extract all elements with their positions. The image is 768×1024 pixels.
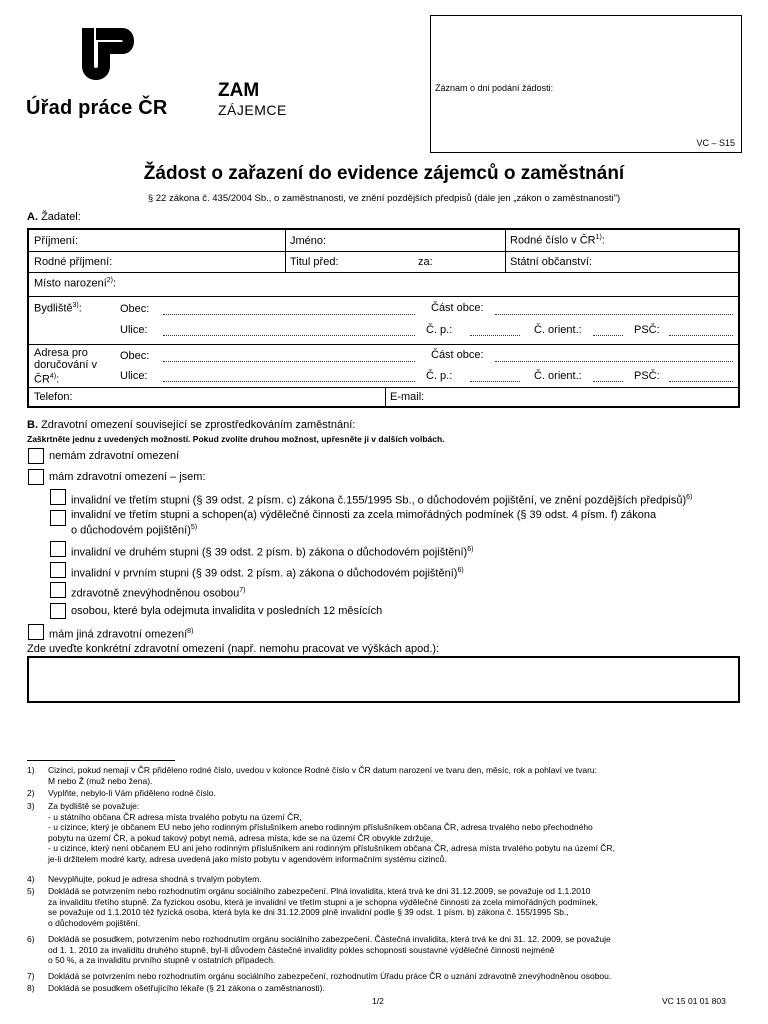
submission-record-label: Záznam o dni podání žádosti: — [435, 83, 554, 93]
colon: : — [56, 373, 60, 386]
title-after-field[interactable] — [418, 256, 433, 268]
invalid-third-degree-working-label: invalidní ve třetím stupni a schopen(a) výdělečné činnosti za zcela mimořádných podmínek (§ 39 odst. 4 písm. f) zákona — [71, 509, 657, 521]
no-health-limitation-label: nemám zdravotní omezení — [49, 450, 180, 462]
health-disadvantaged-checkbox[interactable] — [50, 582, 66, 598]
footnote-number: 4) — [27, 874, 35, 884]
footnote-text: Dokládá se potvrzením nebo rozhodnutím orgánu sociálního zabezpečení, rozhodnutím Úřadu práce ČR o uznání zdravotně znevýhodněnou osobou. — [48, 971, 612, 981]
health-disadvantaged-text: zdravotně znevýhodněnou osobou — [71, 587, 240, 600]
footnote-text: Vyplňte, nebylo-li Vám přiděleno rodné číslo. — [48, 788, 216, 798]
residence-orient-no-label: Č. orient.: — [534, 324, 582, 336]
invalid-first-degree-text: invalidní v prvním stupni (§ 39 odst. 2 písm. a) zákona o důchodovém pojištění) — [71, 567, 458, 580]
delivery-street-input[interactable] — [163, 381, 415, 382]
footnote-number: 1) — [27, 765, 35, 775]
birth-number-field[interactable] — [510, 234, 605, 247]
footnote-text: Nevyplňujte, pokud je adresa shodná s trvalým pobytem. — [48, 874, 262, 884]
footnote-text: Cizinci, pokud nemají v ČR přiděleno rodné číslo, uvedou v kolonce Rodné číslo v ČR datum narození ve tvaru den, měsíc, rok a pohlaví ve tvaru: M nebo Ž (muž nebo žena). — [48, 765, 597, 786]
footnote-ref-6: 6) — [457, 567, 464, 574]
delivery-municipality-input[interactable] — [163, 361, 415, 362]
invalid-third-degree-working-checkbox[interactable] — [50, 510, 66, 526]
applicant-grid — [27, 228, 740, 408]
has-health-limitation-label: mám zdravotní omezení – jsem: — [49, 471, 206, 483]
stamp-form-code: VC – S15 — [696, 138, 735, 148]
delivery-part-label: Část obce: — [431, 349, 484, 361]
phone-label: Telefon: — [34, 391, 73, 403]
footnote-text: Dokládá se posudkem, potvrzením nebo rozhodnutím orgánu sociálního zabezpečení. Částečná invalidita, která trvá ke dni 31. 12. 2009, se považuje od 1. 1. 2010 za invaliditu druhého stupně, byl-li důvodem částečné invalidity pokles schopnosti soustavné výdělečné činnosti nejméně o 50 %, a za invaliditu prvního stupně v ostatních případech. — [48, 934, 611, 965]
birth-place-label: Místo narození — [34, 277, 107, 290]
name-label: Jméno: — [290, 235, 327, 247]
footnote-ref-4: 4) — [49, 373, 57, 380]
submission-record-box[interactable] — [430, 15, 742, 153]
footnote-number: 6) — [27, 934, 35, 944]
birth-surname-field[interactable] — [34, 256, 112, 268]
delivery-zip-label: PSČ: — [634, 370, 660, 382]
residence-zip-input[interactable] — [669, 335, 733, 336]
residence-text: Bydliště — [34, 302, 73, 315]
section-b-heading — [27, 419, 355, 431]
footnote-number: 7) — [27, 971, 35, 981]
other-health-limitation-checkbox[interactable] — [28, 624, 44, 640]
title-before-field[interactable] — [290, 256, 339, 268]
section-a-letter: A. — [27, 211, 38, 223]
delivery-address-text: Adresa pro doručování v ČR — [34, 347, 97, 386]
legal-basis: § 22 zákona č. 435/2004 Sb., o zaměstnanosti, ve znění pozdějších předpisů (dále jen „zákon o zaměstnanosti") — [147, 193, 621, 204]
section-b-letter: B. — [27, 419, 38, 431]
delivery-street-label: Ulice: — [120, 370, 148, 382]
delivery-municipality-label: Obec: — [120, 350, 150, 362]
form-number: VC 15 01 01 803 — [662, 996, 726, 1006]
birth-surname-label: Rodné příjmení: — [34, 256, 113, 268]
delivery-orient-no-label: Č. orient.: — [534, 370, 582, 382]
footnote-number: 2) — [27, 788, 35, 798]
residence-street-label: Ulice: — [120, 324, 148, 336]
footnote-number: 8) — [27, 983, 35, 993]
residence-municipality-label: Obec: — [120, 303, 150, 315]
org-name: Úřad práce ČR — [26, 97, 168, 119]
delivery-part-input[interactable] — [495, 361, 733, 362]
footnote-text: Dokládá se posudkem ošetřujícího lékaře (§ 21 zákona o zaměstnanosti). — [48, 983, 325, 993]
no-health-limitation-checkbox[interactable] — [28, 448, 44, 464]
footnote-number: 5) — [27, 886, 35, 896]
invalid-third-degree-text: invalidní ve třetím stupni (§ 39 odst. 2 písm. c) zákona č.155/1995 Sb., o důchodovém pojištění, ve znění pozdějších předpisů) — [71, 494, 687, 507]
invalid-first-degree-checkbox[interactable] — [50, 562, 66, 578]
invalid-first-degree-label — [71, 564, 464, 581]
footnote-ref-6: 6) — [686, 494, 693, 501]
page-number: 1/2 — [372, 996, 384, 1006]
birth-number-label: Rodné číslo v ČR — [510, 234, 596, 247]
residence-house-no-input[interactable] — [470, 335, 520, 336]
section-b-instructions: Zaškrtněte jednu z uvedených možností. Pokud zvolíte druhou možnost, upřesněte ji v dalších volbách. — [27, 434, 445, 444]
section-a-label: Žadatel: — [41, 211, 81, 223]
delivery-house-no-input[interactable] — [470, 381, 520, 382]
delivery-address-label — [34, 348, 114, 386]
footnote-ref-8: 8) — [187, 628, 194, 635]
email-field[interactable] — [390, 391, 424, 403]
delivery-orient-no-input[interactable] — [593, 381, 623, 382]
section-b-label: Zdravotní omezení související se zprostředkováním zaměstnání: — [41, 419, 356, 431]
footnote-divider — [27, 760, 175, 761]
other-health-limitation-label — [49, 625, 193, 642]
name-field[interactable] — [290, 235, 326, 247]
footnote-ref-7: 7) — [239, 587, 246, 594]
residence-part-label: Část obce: — [431, 302, 484, 314]
title-after-label: za: — [418, 256, 433, 268]
section-a-heading — [27, 211, 81, 223]
has-health-limitation-checkbox[interactable] — [28, 469, 44, 485]
title-before-label: Titul před: — [290, 256, 339, 268]
residence-municipality-input[interactable] — [163, 314, 415, 315]
residence-orient-no-input[interactable] — [593, 335, 623, 336]
residence-label — [34, 302, 82, 315]
invalid-third-degree-checkbox[interactable] — [50, 489, 66, 505]
birth-place-field[interactable] — [34, 277, 116, 290]
phone-field[interactable] — [34, 391, 73, 403]
colon: : — [113, 277, 117, 290]
delivery-zip-input[interactable] — [669, 381, 733, 382]
email-label: E-mail: — [390, 391, 425, 403]
footnote-ref-2: 2) — [106, 277, 113, 284]
invalid-third-degree-working-text: o důchodovém pojištění) — [71, 524, 191, 537]
footnote-ref-6: 6) — [467, 546, 474, 553]
colon: : — [78, 302, 82, 315]
residence-house-no-label: Č. p.: — [426, 324, 453, 336]
other-health-limitation-text: mám jiná zdravotní omezení — [49, 628, 188, 641]
invalid-third-degree-working-label-line2 — [71, 521, 197, 538]
specify-limitation-label: Zde uveďte konkrétní zdravotní omezení (např. nemohu pracovat ve výškách apod.): — [27, 643, 440, 655]
surname-field[interactable] — [34, 235, 78, 247]
residence-street-input[interactable] — [163, 335, 415, 336]
invalid-third-degree-label — [71, 491, 692, 508]
form-code: ZAM — [218, 80, 260, 101]
invalid-second-degree-text: invalidní ve druhém stupni (§ 39 odst. 2 písm. b) zákona o důchodovém pojištění) — [71, 546, 468, 559]
footnote-text: Dokládá se potvrzením nebo rozhodnutím orgánu sociálního zabezpečení. Plná invalidita, která trvá ke dni 31.12.2009, se považuje od 1.1.2010 za invaliditu třetího stupně. Za fyzickou osobu, která je invalidní ve třetím stupni a je schopna výdělečné činnosti za zcela mimořádných podmínek, se považuje od 1.1.2010 též fyzická osoba, která byla ke dni 31.12.2009 plně invalidní podle § 39 odst. 1 písm. b) zákona č. 155/1995 Sb., o důchodovém pojištění. — [48, 886, 598, 928]
footnote-ref-5: 5) — [190, 524, 198, 531]
surname-label: Příjmení: — [34, 235, 79, 247]
footnote-text: Za bydliště se považuje: - u státního občana ČR adresa místa trvalého pobytu na území ČR, - u cizince, který je občanem EU nebo jeho rodinným příslušníkem anebo rodinným příslušníkem občana ČR, adresa trvalého nebo přechodného pobytu na území ČR, a pokud takový pobyt nemá, adresa místa, kde se na území ČR obvykle zdržuje, - u cizince, který není občanem EU ani jeho rodinným příslušníkem ani rodinným příslušníkem občana ČR, adresa místa trvalého pobytu na území ČR, je-li držitelem modré karty, adresa uvedená jako místo pobytu v agendovém informačním systému cizinců. — [48, 801, 615, 864]
citizenship-label: Státní občanství: — [510, 256, 592, 268]
invalidity-revoked-label: osobou, které byla odejmuta invalidita v posledních 12 měsících — [71, 605, 383, 617]
footnote-ref-1: 1) — [595, 234, 602, 241]
residence-zip-label: PSČ: — [634, 324, 660, 336]
footnote-ref-3: 3) — [72, 302, 79, 309]
invalidity-revoked-checkbox[interactable] — [50, 603, 66, 619]
delivery-house-no-label: Č. p.: — [426, 370, 453, 382]
specify-limitation-input[interactable] — [27, 656, 740, 703]
residence-part-input[interactable] — [495, 314, 733, 315]
invalid-second-degree-checkbox[interactable] — [50, 541, 66, 557]
invalid-second-degree-label — [71, 543, 473, 560]
up-cr-logo — [68, 28, 140, 94]
colon: : — [601, 234, 605, 247]
citizenship-field[interactable] — [510, 256, 592, 268]
health-disadvantaged-label — [71, 584, 245, 601]
form-subcode: ZÁJEMCE — [218, 102, 287, 118]
footnote-number: 3) — [27, 801, 35, 811]
page-title: Žádost o zařazení do evidence zájemců o zaměstnání — [143, 163, 625, 184]
